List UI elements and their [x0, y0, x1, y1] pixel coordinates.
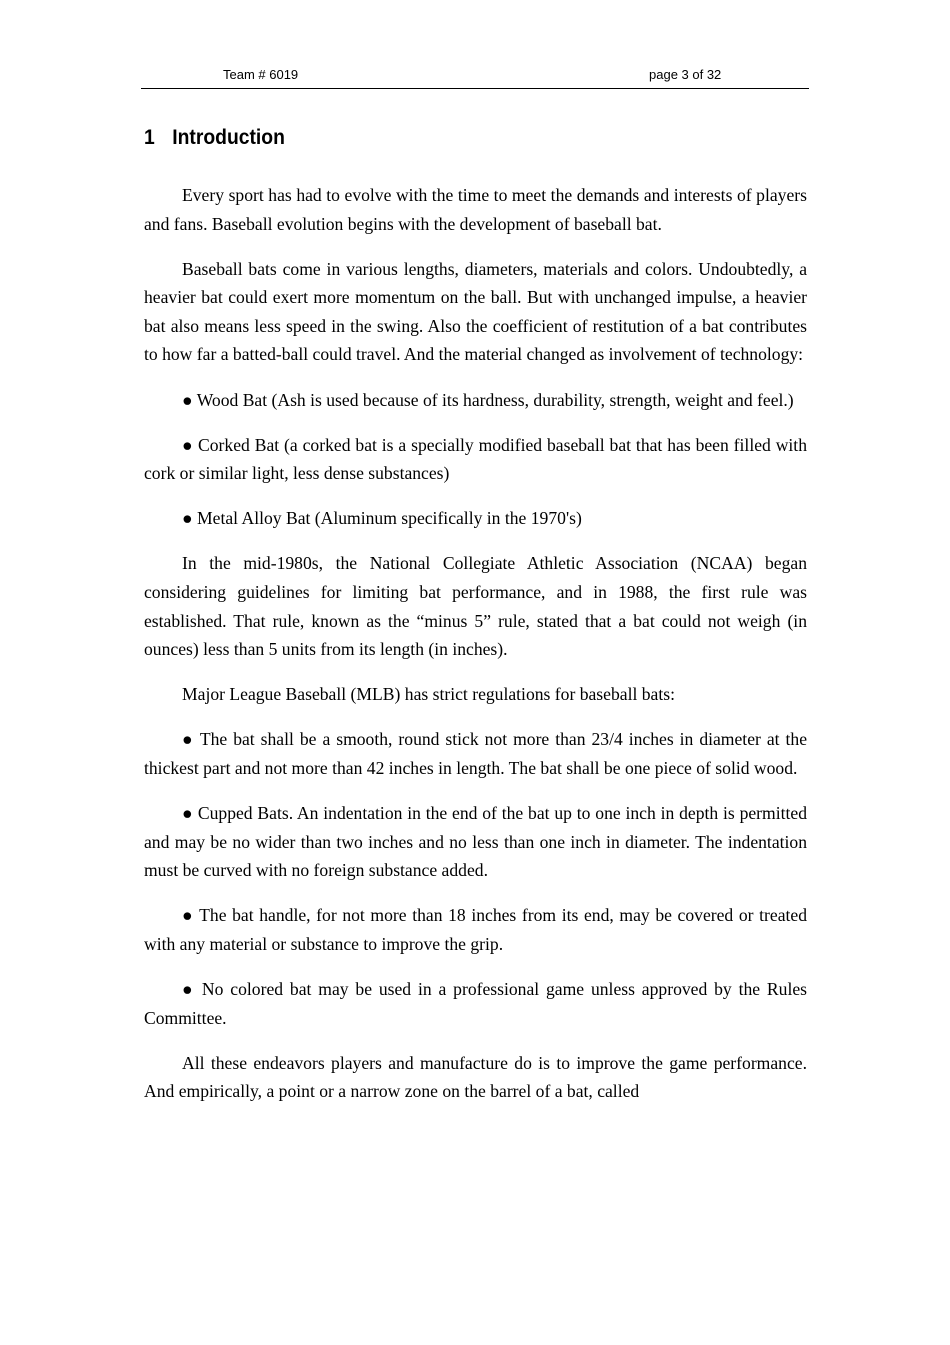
bullet-item: ● No colored bat may be used in a professional game unless approved by the Rules Committee. — [144, 979, 807, 1028]
paragraph: All these endeavors players and manufacture do is to improve the game performance. And empirically, a point or a narrow zone on the barrel of a bat, called — [144, 1052, 807, 1102]
team-number: Team # 6019 — [223, 67, 299, 82]
bullet-item: ● Corked Bat (a corked bat is a specially modified baseball bat that has been filled with cork or similar light, less dense substances) — [144, 434, 807, 484]
paragraph: In the mid-1980s, the National Collegiate Athletic Association (NCAA) began considering guidelines for limiting bat performance, and in 1988, the first rule was established. That rule, known as the “minus 5” rule, stated that a bat could not weigh (in ounces) less than 5 units from its length (in inches). — [144, 553, 807, 660]
paragraph: Every sport has had to evolve with the time to meet the demands and interests of players and fans. Baseball evolution begins with the development of baseball bat. — [144, 185, 807, 234]
bullet-item: ● The bat handle, for not more than 18 inches from its end, may be covered or treated with any material or substance to improve the grip. — [144, 905, 807, 954]
page-number: page 3 of 32 — [649, 67, 722, 82]
bullet-item: ● Cupped Bats. An indentation in the end of the bat up to one inch in depth is permitted and may be no wider than two inches and no less than one inch in diameter. The indentation must be curved with no foreign substance added. — [144, 803, 807, 881]
bullet-item: ● Wood Bat (Ash is used because of its hardness, durability, strength, weight and feel.) — [182, 389, 794, 410]
section-number: 1 — [144, 126, 155, 149]
bullet-item: ● Metal Alloy Bat (Aluminum specifically in the 1970's) — [182, 508, 582, 529]
section-heading — [144, 126, 285, 150]
paragraph: Baseball bats come in various lengths, diameters, materials and colors. Undoubtedly, a heavier bat could exert more momentum on the ball. But with unchanged impulse, a heavier bat also means less speed in the swing. Also the coefficient of restitution of a bat contributes to how far a batted-ball could travel. And the material changed as involvement of technology: — [144, 258, 807, 365]
bullet-item: ● The bat shall be a smooth, round stick not more than 23/4 inches in diameter at the thickest part and not more than 42 inches in length. The bat shall be one piece of solid wood. — [144, 729, 807, 778]
section-title: Introduction — [172, 126, 285, 149]
body-text — [144, 181, 807, 1122]
page-header — [141, 62, 809, 89]
paragraph: Major League Baseball (MLB) has strict regulations for baseball bats: — [182, 684, 675, 705]
